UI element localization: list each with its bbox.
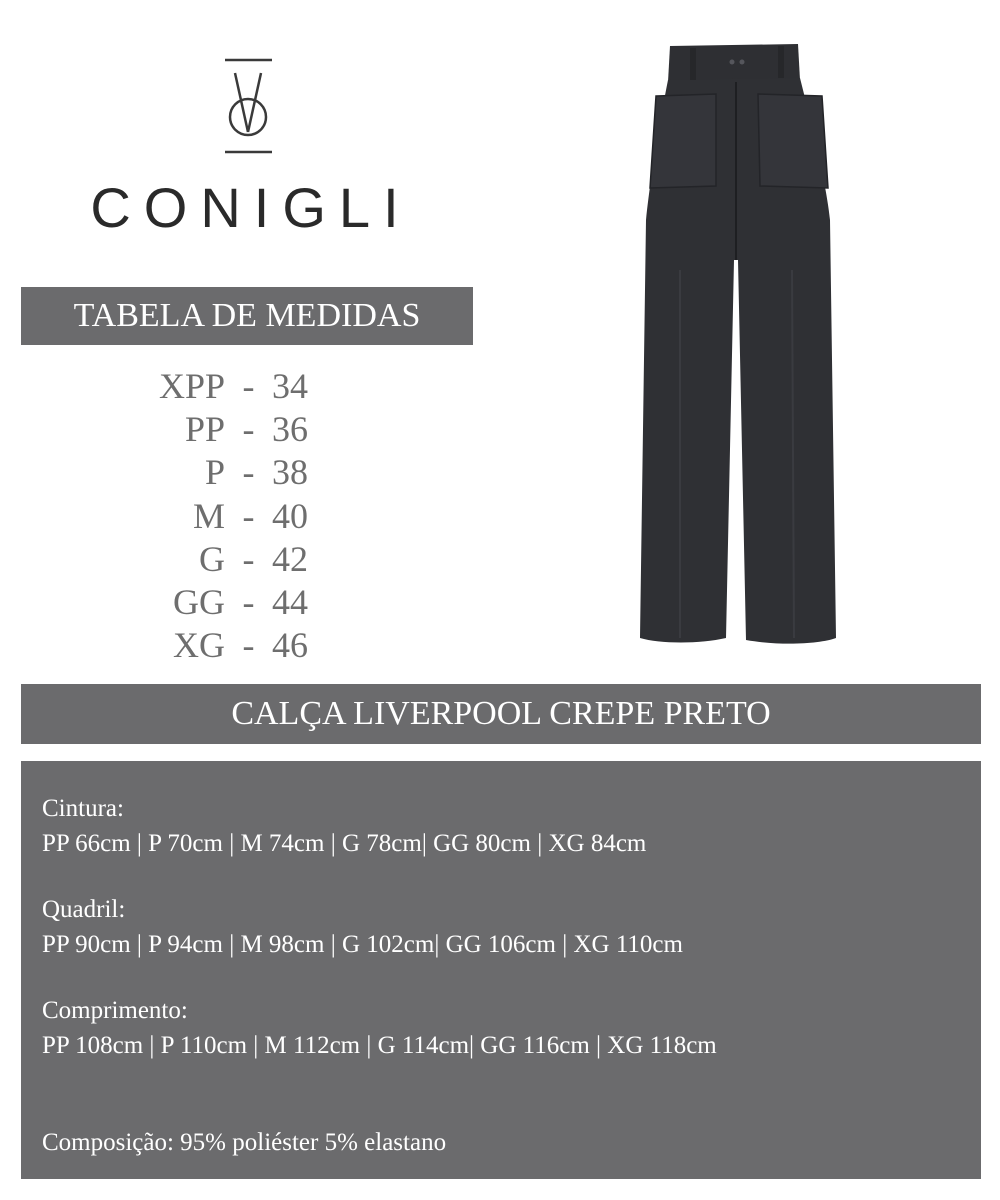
measurement-group [42, 993, 981, 1063]
size-number: 42 [272, 538, 308, 579]
size-code: GG [173, 581, 225, 622]
product-image [630, 40, 850, 655]
measurement-group [42, 791, 981, 861]
brand-name: CONIGLI [90, 176, 412, 239]
size-row [130, 538, 330, 581]
size-dash: - [242, 625, 255, 666]
product-title: CALÇA LIVERPOOL CREPE PRETO [21, 684, 981, 744]
size-number: 34 [272, 366, 308, 406]
measurement-label: Comprimento: [42, 997, 188, 1024]
size-dash: - [242, 581, 255, 622]
size-row [130, 451, 330, 494]
size-row [130, 495, 330, 538]
size-number: 46 [272, 625, 308, 666]
size-code: M [192, 495, 225, 536]
measurement-values: PP 66cm | P 70cm | M 74cm | G 78cm| GG 80cm | XG 84cm [42, 830, 647, 857]
size-code: P [204, 452, 225, 493]
size-code: XPP [158, 366, 225, 406]
size-dash: - [242, 409, 255, 450]
size-number: 36 [272, 409, 308, 450]
size-row [130, 408, 330, 451]
measurement-label: Cintura: [42, 795, 124, 822]
size-row [130, 624, 330, 667]
size-dash: - [242, 538, 255, 579]
size-row [130, 365, 330, 408]
v-circle-monogram-icon [86, 55, 416, 165]
measurement-label: Quadril: [42, 896, 126, 923]
brand-logo [86, 55, 416, 245]
size-number: 40 [272, 495, 308, 536]
size-dash: - [242, 366, 255, 406]
size-number: 44 [272, 581, 308, 622]
size-code: PP [184, 409, 225, 450]
measurements-panel [21, 761, 981, 1179]
measurement-values: PP 90cm | P 94cm | M 98cm | G 102cm| GG 106cm | XG 110cm [42, 931, 683, 958]
size-code: XG [173, 625, 225, 666]
size-number: 38 [272, 452, 308, 493]
measurement-values: PP 108cm | P 110cm | M 112cm | G 114cm| GG 116cm | XG 118cm [42, 1032, 717, 1059]
size-code: G [199, 538, 225, 579]
size-dash: - [242, 495, 255, 536]
size-list [130, 365, 330, 667]
size-table-title: TABELA DE MEDIDAS [21, 287, 473, 345]
size-row [130, 581, 330, 624]
composition-text: Composição: 95% poliéster 5% elastano [42, 1129, 447, 1156]
measurement-group [42, 892, 981, 962]
size-dash: - [242, 452, 255, 493]
black-wide-leg-pants-photo [630, 40, 850, 655]
